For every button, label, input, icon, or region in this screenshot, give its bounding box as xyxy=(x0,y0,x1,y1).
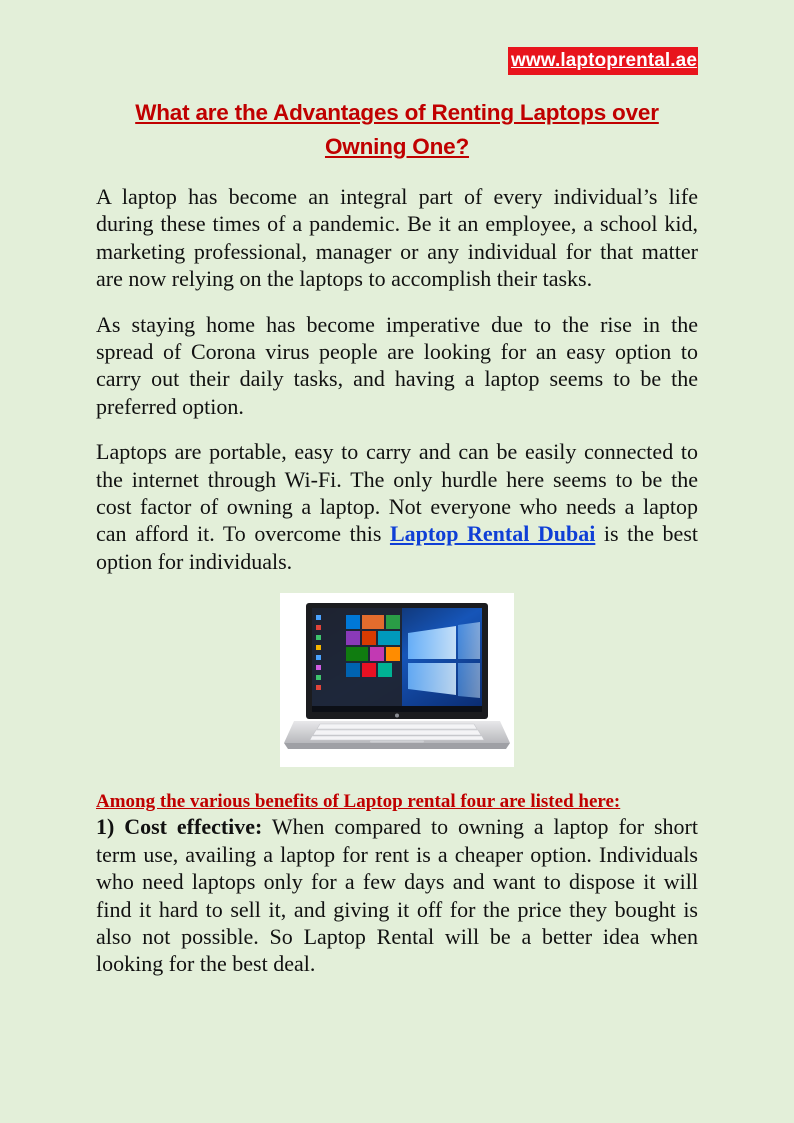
benefits-heading: Among the various benefits of Laptop rental four are listed here: xyxy=(96,791,621,813)
paragraph-3 xyxy=(96,438,698,575)
page-title: What are the Advantages of Renting Laptops over Owning One? xyxy=(135,100,659,159)
benefit-item xyxy=(96,813,698,977)
benefit-label: 1) Cost effective: xyxy=(96,814,263,840)
benefit-text: When compared to owning a laptop for short term use, availing a laptop for rent is a cheaper option. Individuals who need laptops only for a few days and want to dispose it will find it hard to sell it, and giving it off for the price they bought is also not possible. So Laptop Rental will be a better idea when looking for the best deal. xyxy=(96,814,698,977)
paragraph-3-text-before: Laptops are portable, easy to carry and can be easily connected to the internet through Wi-Fi. The only hurdle here seems to be the cost factor of owning a laptop. Not everyone who needs a laptop can afford it. To overcome this xyxy=(96,439,698,547)
site-url-link[interactable]: www.laptoprental.ae xyxy=(508,47,698,75)
paragraph-3-text-after: is the best option for individuals. xyxy=(96,521,698,574)
paragraph-2: As staying home has become imperative due to the rise in the spread of Corona virus people are looking for an easy option to carry out their daily tasks, and having a laptop seems to be the preferred option. xyxy=(96,311,698,419)
article-body xyxy=(96,183,698,996)
paragraph-1: A laptop has become an integral part of every individual’s life during these times of a pandemic. Be it an employee, a school kid, marketing professional, manager or any individual for that matter are now relying on the laptops to accomplish their tasks. xyxy=(96,184,698,292)
laptop-icon xyxy=(280,593,514,767)
laptop-rental-dubai-link[interactable]: Laptop Rental Dubai xyxy=(389,521,596,547)
laptop-image xyxy=(280,593,514,767)
